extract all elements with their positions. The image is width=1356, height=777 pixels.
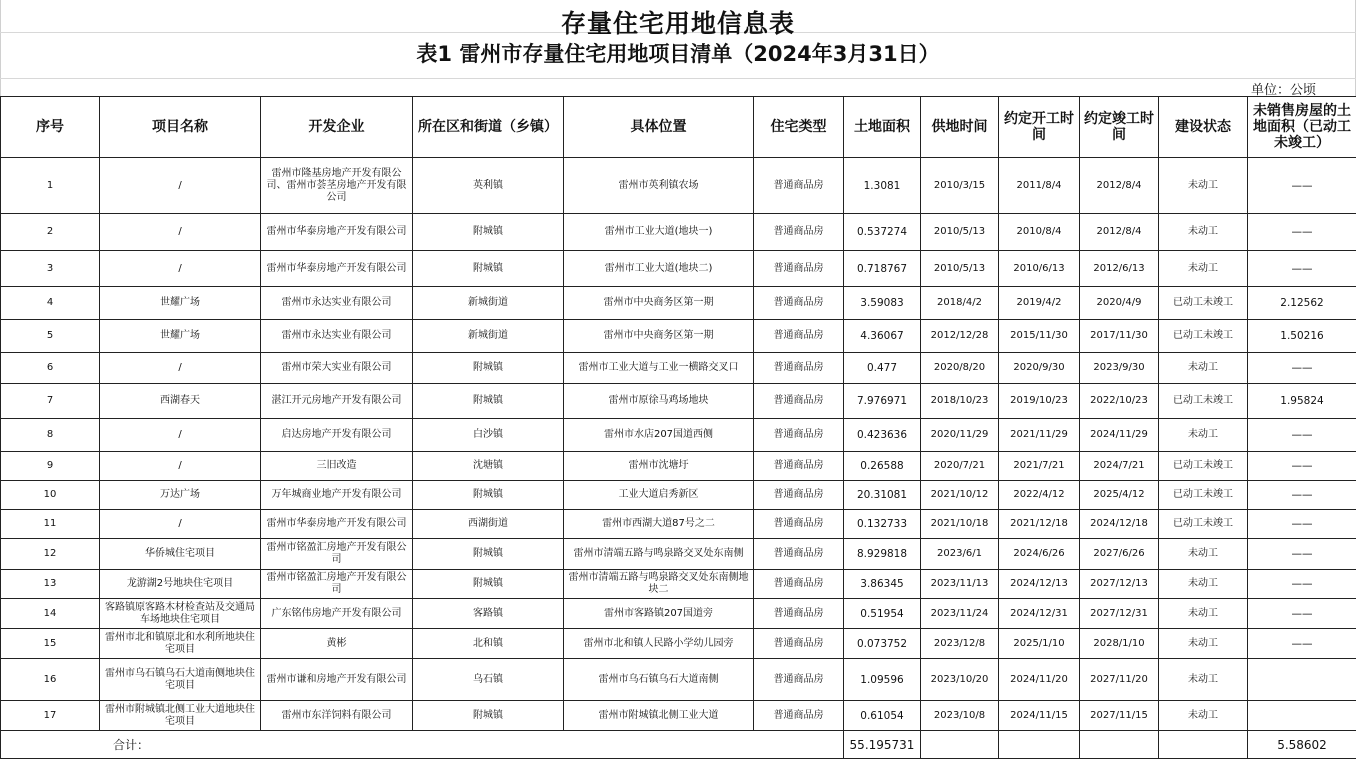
table-cell: 2012/8/4 xyxy=(1080,158,1159,214)
table-cell: 0.477 xyxy=(844,353,921,384)
table-cell: / xyxy=(100,353,261,384)
table-cell: 已动工未竣工 xyxy=(1159,287,1248,320)
table-cell xyxy=(1159,731,1248,759)
table-cell: 未动工 xyxy=(1159,158,1248,214)
col-header: 未销售房屋的土地面积（已动工未竣工） xyxy=(1248,97,1356,158)
table-cell: 7 xyxy=(1,384,100,419)
table-cell: 雷州市谦和房地产开发有限公司 xyxy=(261,659,413,701)
table-cell: 2023/6/1 xyxy=(921,539,999,570)
table-cell: 普通商品房 xyxy=(754,384,844,419)
table-cell: 普通商品房 xyxy=(754,419,844,452)
col-header: 约定竣工时间 xyxy=(1080,97,1159,158)
table-cell: 0.132733 xyxy=(844,510,921,539)
table-cell: 普通商品房 xyxy=(754,452,844,481)
table-cell: 2025/1/10 xyxy=(999,629,1080,659)
table-cell: 2024/11/20 xyxy=(999,659,1080,701)
table-cell: 3.86345 xyxy=(844,570,921,599)
table-row xyxy=(1,320,1356,353)
table-cell: 新城街道 xyxy=(413,320,564,353)
table-cell xyxy=(999,731,1080,759)
table-cell: 已动工未竣工 xyxy=(1159,384,1248,419)
col-header: 具体位置 xyxy=(564,97,754,158)
table-cell: 2024/11/29 xyxy=(1080,419,1159,452)
gridline xyxy=(0,78,1356,79)
table-row xyxy=(1,158,1356,214)
table-cell: 普通商品房 xyxy=(754,214,844,251)
table-cell: 1.09596 xyxy=(844,659,921,701)
table-cell: 2010/6/13 xyxy=(999,251,1080,287)
table-cell: 世耀广场 xyxy=(100,287,261,320)
table-cell: 客路镇 xyxy=(413,599,564,629)
col-header: 建设状态 xyxy=(1159,97,1248,158)
table-cell: 雷州市沈塘圩 xyxy=(564,452,754,481)
table-cell: 0.26588 xyxy=(844,452,921,481)
table-cell: 2021/10/12 xyxy=(921,481,999,510)
table-cell: 雷州市北和镇原北和水利所地块住宅项目 xyxy=(100,629,261,659)
table-cell: 2024/11/15 xyxy=(999,701,1080,731)
table-cell: 2011/8/4 xyxy=(999,158,1080,214)
table-cell: 2010/8/4 xyxy=(999,214,1080,251)
table-cell: 2010/3/15 xyxy=(921,158,999,214)
table-cell: —— xyxy=(1248,353,1356,384)
table-row xyxy=(1,701,1356,731)
table-cell: 普通商品房 xyxy=(754,701,844,731)
table-cell: 8 xyxy=(1,419,100,452)
table-cell: 2020/7/21 xyxy=(921,452,999,481)
table-cell: 雷州市铭盈汇房地产开发有限公司 xyxy=(261,570,413,599)
table-cell: 客路镇原客路木材检查站及交通局车场地块住宅项目 xyxy=(100,599,261,629)
table-cell: 6 xyxy=(1,353,100,384)
table-cell: 2025/4/12 xyxy=(1080,481,1159,510)
table-cell: —— xyxy=(1248,599,1356,629)
table-cell: 3.59083 xyxy=(844,287,921,320)
table-cell: 0.61054 xyxy=(844,701,921,731)
table-cell: 雷州市北和镇人民路小学幼儿园旁 xyxy=(564,629,754,659)
total-label: 合计： xyxy=(1,731,844,759)
table-cell: 北和镇 xyxy=(413,629,564,659)
table-cell: 未动工 xyxy=(1159,214,1248,251)
table-row xyxy=(1,214,1356,251)
table-cell: 雷州市中央商务区第一期 xyxy=(564,287,754,320)
table-cell: 1.50216 xyxy=(1248,320,1356,353)
table-row xyxy=(1,629,1356,659)
col-header: 序号 xyxy=(1,97,100,158)
table-cell: —— xyxy=(1248,214,1356,251)
col-header: 住宅类型 xyxy=(754,97,844,158)
table-cell xyxy=(1080,731,1159,759)
table-cell: 附城镇 xyxy=(413,570,564,599)
table-cell: 2012/6/13 xyxy=(1080,251,1159,287)
table-cell xyxy=(921,731,999,759)
table-cell: 4.36067 xyxy=(844,320,921,353)
table-cell: 1 xyxy=(1,158,100,214)
table-cell: 普通商品房 xyxy=(754,539,844,570)
col-header: 土地面积 xyxy=(844,97,921,158)
table-cell: 未动工 xyxy=(1159,701,1248,731)
table-cell: 普通商品房 xyxy=(754,510,844,539)
table-cell: 2027/11/15 xyxy=(1080,701,1159,731)
table-cell: 雷州市水店207国道西侧 xyxy=(564,419,754,452)
table-cell: / xyxy=(100,214,261,251)
table-row xyxy=(1,452,1356,481)
table-cell: 附城镇 xyxy=(413,539,564,570)
table-cell: 2012/12/28 xyxy=(921,320,999,353)
table-cell: —— xyxy=(1248,419,1356,452)
table-cell: 1.95824 xyxy=(1248,384,1356,419)
table-cell: —— xyxy=(1248,158,1356,214)
table-cell: 7.976971 xyxy=(844,384,921,419)
table-cell: 2015/11/30 xyxy=(999,320,1080,353)
table-cell: —— xyxy=(1248,629,1356,659)
table-cell: 0.073752 xyxy=(844,629,921,659)
table-cell: 雷州市西湖大道87号之二 xyxy=(564,510,754,539)
table-cell: 2.12562 xyxy=(1248,287,1356,320)
table-cell: 2023/12/8 xyxy=(921,629,999,659)
table-cell: 西湖春天 xyxy=(100,384,261,419)
table-row xyxy=(1,659,1356,701)
table-cell: 未动工 xyxy=(1159,659,1248,701)
table-cell: 未动工 xyxy=(1159,419,1248,452)
table-cell xyxy=(1248,701,1356,731)
table-cell: 2012/8/4 xyxy=(1080,214,1159,251)
table-cell: 2027/12/31 xyxy=(1080,599,1159,629)
table-cell: 2024/7/21 xyxy=(1080,452,1159,481)
table-cell: 附城镇 xyxy=(413,701,564,731)
table-cell: 未动工 xyxy=(1159,539,1248,570)
table-row xyxy=(1,353,1356,384)
table-cell: 已动工未竣工 xyxy=(1159,481,1248,510)
table-cell: 已动工未竣工 xyxy=(1159,510,1248,539)
table-cell: 10 xyxy=(1,481,100,510)
table-cell: 世耀广场 xyxy=(100,320,261,353)
total-row xyxy=(1,731,1356,759)
table-cell: 雷州市附城镇北侧工业大道地块住宅项目 xyxy=(100,701,261,731)
table-cell: 雷州市乌石镇乌石大道南侧地块住宅项目 xyxy=(100,659,261,701)
table-cell: 2010/5/13 xyxy=(921,214,999,251)
table-cell: 2021/12/18 xyxy=(999,510,1080,539)
table-cell: 华侨城住宅项目 xyxy=(100,539,261,570)
table-cell: 普通商品房 xyxy=(754,481,844,510)
table-cell: 雷州市清端五路与鸣泉路交叉处东南侧地块二 xyxy=(564,570,754,599)
col-header: 供地时间 xyxy=(921,97,999,158)
table-subtitle: 表1 雷州市存量住宅用地项目清单（2024年3月31日） xyxy=(416,42,940,66)
table-cell: 11 xyxy=(1,510,100,539)
table-cell: 2010/5/13 xyxy=(921,251,999,287)
table-cell: 附城镇 xyxy=(413,353,564,384)
table-cell: 2020/4/9 xyxy=(1080,287,1159,320)
table-cell: 沈塘镇 xyxy=(413,452,564,481)
table-cell: 未动工 xyxy=(1159,599,1248,629)
table-row xyxy=(1,570,1356,599)
table-cell: 普通商品房 xyxy=(754,659,844,701)
table-cell: 1.3081 xyxy=(844,158,921,214)
table-cell: 普通商品房 xyxy=(754,570,844,599)
table-cell: 2023/10/8 xyxy=(921,701,999,731)
total-unsold-area: 5.58602 xyxy=(1248,731,1356,759)
table-cell: 2027/12/13 xyxy=(1080,570,1159,599)
table-cell: 14 xyxy=(1,599,100,629)
table-cell: 未动工 xyxy=(1159,353,1248,384)
col-header: 约定开工时间 xyxy=(999,97,1080,158)
table-cell: 雷州市乌石镇乌石大道南侧 xyxy=(564,659,754,701)
table-cell: 湛江开元房地产开发有限公司 xyxy=(261,384,413,419)
table-cell: 雷州市中央商务区第一期 xyxy=(564,320,754,353)
table-cell: 未动工 xyxy=(1159,251,1248,287)
col-header: 开发企业 xyxy=(261,97,413,158)
table-cell: 雷州市华泰房地产开发有限公司 xyxy=(261,510,413,539)
table-cell: 2020/9/30 xyxy=(999,353,1080,384)
land-table xyxy=(0,96,1356,759)
table-cell: 2021/10/18 xyxy=(921,510,999,539)
table-cell: 雷州市清端五路与鸣泉路交叉处东南侧 xyxy=(564,539,754,570)
table-cell: 4 xyxy=(1,287,100,320)
table-cell: 2023/11/24 xyxy=(921,599,999,629)
table-cell: 雷州市英利镇农场 xyxy=(564,158,754,214)
table-cell: 白沙镇 xyxy=(413,419,564,452)
table-cell: 2027/6/26 xyxy=(1080,539,1159,570)
table-cell: 新城街道 xyxy=(413,287,564,320)
table-cell: / xyxy=(100,251,261,287)
table-cell: 雷州市工业大道与工业一横路交叉口 xyxy=(564,353,754,384)
table-cell: 13 xyxy=(1,570,100,599)
table-cell: 三旧改造 xyxy=(261,452,413,481)
unit-label: 单位：公顷 xyxy=(1251,83,1317,98)
table-cell: 附城镇 xyxy=(413,251,564,287)
table-row xyxy=(1,419,1356,452)
table-cell: 附城镇 xyxy=(413,214,564,251)
table-row xyxy=(1,251,1356,287)
table-cell: 3 xyxy=(1,251,100,287)
table-cell: 雷州市隆基房地产开发有限公司、雷州市荟茎房地产开发有限公司 xyxy=(261,158,413,214)
table-cell: —— xyxy=(1248,570,1356,599)
table-cell: 雷州市铭盈汇房地产开发有限公司 xyxy=(261,539,413,570)
table-cell: 2021/7/21 xyxy=(999,452,1080,481)
table-cell: / xyxy=(100,419,261,452)
table-cell: 2028/1/10 xyxy=(1080,629,1159,659)
table-cell: —— xyxy=(1248,481,1356,510)
table-cell: 雷州市客路镇207国道旁 xyxy=(564,599,754,629)
table-cell: 雷州市华泰房地产开发有限公司 xyxy=(261,214,413,251)
table-cell: 雷州市附城镇北侧工业大道 xyxy=(564,701,754,731)
table-cell: 西湖街道 xyxy=(413,510,564,539)
table-cell: / xyxy=(100,158,261,214)
table-cell: 普通商品房 xyxy=(754,158,844,214)
table-cell: 雷州市华泰房地产开发有限公司 xyxy=(261,251,413,287)
table-row xyxy=(1,539,1356,570)
table-cell: 普通商品房 xyxy=(754,320,844,353)
table-cell: 雷州市永达实业有限公司 xyxy=(261,320,413,353)
table-cell: 2023/10/20 xyxy=(921,659,999,701)
table-cell: 2017/11/30 xyxy=(1080,320,1159,353)
table-cell xyxy=(1248,659,1356,701)
page-title: 存量住宅用地信息表 xyxy=(560,9,795,38)
table-cell: 0.537274 xyxy=(844,214,921,251)
table-cell: 雷州市荣大实业有限公司 xyxy=(261,353,413,384)
col-header: 所在区和街道（乡镇） xyxy=(413,97,564,158)
table-cell: / xyxy=(100,510,261,539)
table-cell: 5 xyxy=(1,320,100,353)
table-cell: 2027/11/20 xyxy=(1080,659,1159,701)
table-cell: 2024/6/26 xyxy=(999,539,1080,570)
table-cell: —— xyxy=(1248,452,1356,481)
table-cell: 17 xyxy=(1,701,100,731)
table-cell: 2023/11/13 xyxy=(921,570,999,599)
table-cell: 2020/8/20 xyxy=(921,353,999,384)
table-row xyxy=(1,510,1356,539)
table-cell: 乌石镇 xyxy=(413,659,564,701)
table-cell: 启达房地产开发有限公司 xyxy=(261,419,413,452)
table-cell: 普通商品房 xyxy=(754,251,844,287)
table-row xyxy=(1,481,1356,510)
table-cell: 雷州市东洋饲料有限公司 xyxy=(261,701,413,731)
table-cell: 广东铭伟房地产开发有限公司 xyxy=(261,599,413,629)
table-cell: —— xyxy=(1248,510,1356,539)
table-cell: 英利镇 xyxy=(413,158,564,214)
table-row xyxy=(1,384,1356,419)
table-cell: 未动工 xyxy=(1159,629,1248,659)
table-cell: 0.423636 xyxy=(844,419,921,452)
table-cell: 普通商品房 xyxy=(754,353,844,384)
table-cell: 普通商品房 xyxy=(754,287,844,320)
table-cell: 附城镇 xyxy=(413,481,564,510)
table-cell: 16 xyxy=(1,659,100,701)
table-cell: 龙游湖2号地块住宅项目 xyxy=(100,570,261,599)
table-cell: 普通商品房 xyxy=(754,629,844,659)
table-cell: 9 xyxy=(1,452,100,481)
col-header: 项目名称 xyxy=(100,97,261,158)
table-cell: 未动工 xyxy=(1159,570,1248,599)
table-cell: 雷州市原徐马鸡场地块 xyxy=(564,384,754,419)
table-cell: 0.718767 xyxy=(844,251,921,287)
table-cell: 8.929818 xyxy=(844,539,921,570)
table-cell: 工业大道启秀新区 xyxy=(564,481,754,510)
table-cell: 2 xyxy=(1,214,100,251)
table-cell: 12 xyxy=(1,539,100,570)
table-cell: 2021/11/29 xyxy=(999,419,1080,452)
table-cell: 已动工未竣工 xyxy=(1159,452,1248,481)
table-cell: 普通商品房 xyxy=(754,599,844,629)
table-cell: 2019/4/2 xyxy=(999,287,1080,320)
total-land-area: 55.195731 xyxy=(844,731,921,759)
table-cell: 0.51954 xyxy=(844,599,921,629)
table-cell: 2020/11/29 xyxy=(921,419,999,452)
table-cell: 万年城商业地产开发有限公司 xyxy=(261,481,413,510)
table-cell: 15 xyxy=(1,629,100,659)
table-cell: / xyxy=(100,452,261,481)
table-cell: 万达广场 xyxy=(100,481,261,510)
table-cell: 雷州市永达实业有限公司 xyxy=(261,287,413,320)
table-cell: 2018/10/23 xyxy=(921,384,999,419)
table-cell: 附城镇 xyxy=(413,384,564,419)
table-cell: 2024/12/31 xyxy=(999,599,1080,629)
table-cell: —— xyxy=(1248,539,1356,570)
table-cell: —— xyxy=(1248,251,1356,287)
table-cell: 2024/12/13 xyxy=(999,570,1080,599)
table-cell: 2022/4/12 xyxy=(999,481,1080,510)
table-cell: 黄彬 xyxy=(261,629,413,659)
table-cell: 2022/10/23 xyxy=(1080,384,1159,419)
table-cell: 2023/9/30 xyxy=(1080,353,1159,384)
table-cell: 20.31081 xyxy=(844,481,921,510)
table-cell: 已动工未竣工 xyxy=(1159,320,1248,353)
table-cell: 雷州市工业大道(地块一) xyxy=(564,214,754,251)
table-cell: 2018/4/2 xyxy=(921,287,999,320)
table-cell: 雷州市工业大道(地块二) xyxy=(564,251,754,287)
table-row xyxy=(1,287,1356,320)
table-cell: 2024/12/18 xyxy=(1080,510,1159,539)
table-cell: 2019/10/23 xyxy=(999,384,1080,419)
header-row xyxy=(1,97,1356,158)
table-row xyxy=(1,599,1356,629)
